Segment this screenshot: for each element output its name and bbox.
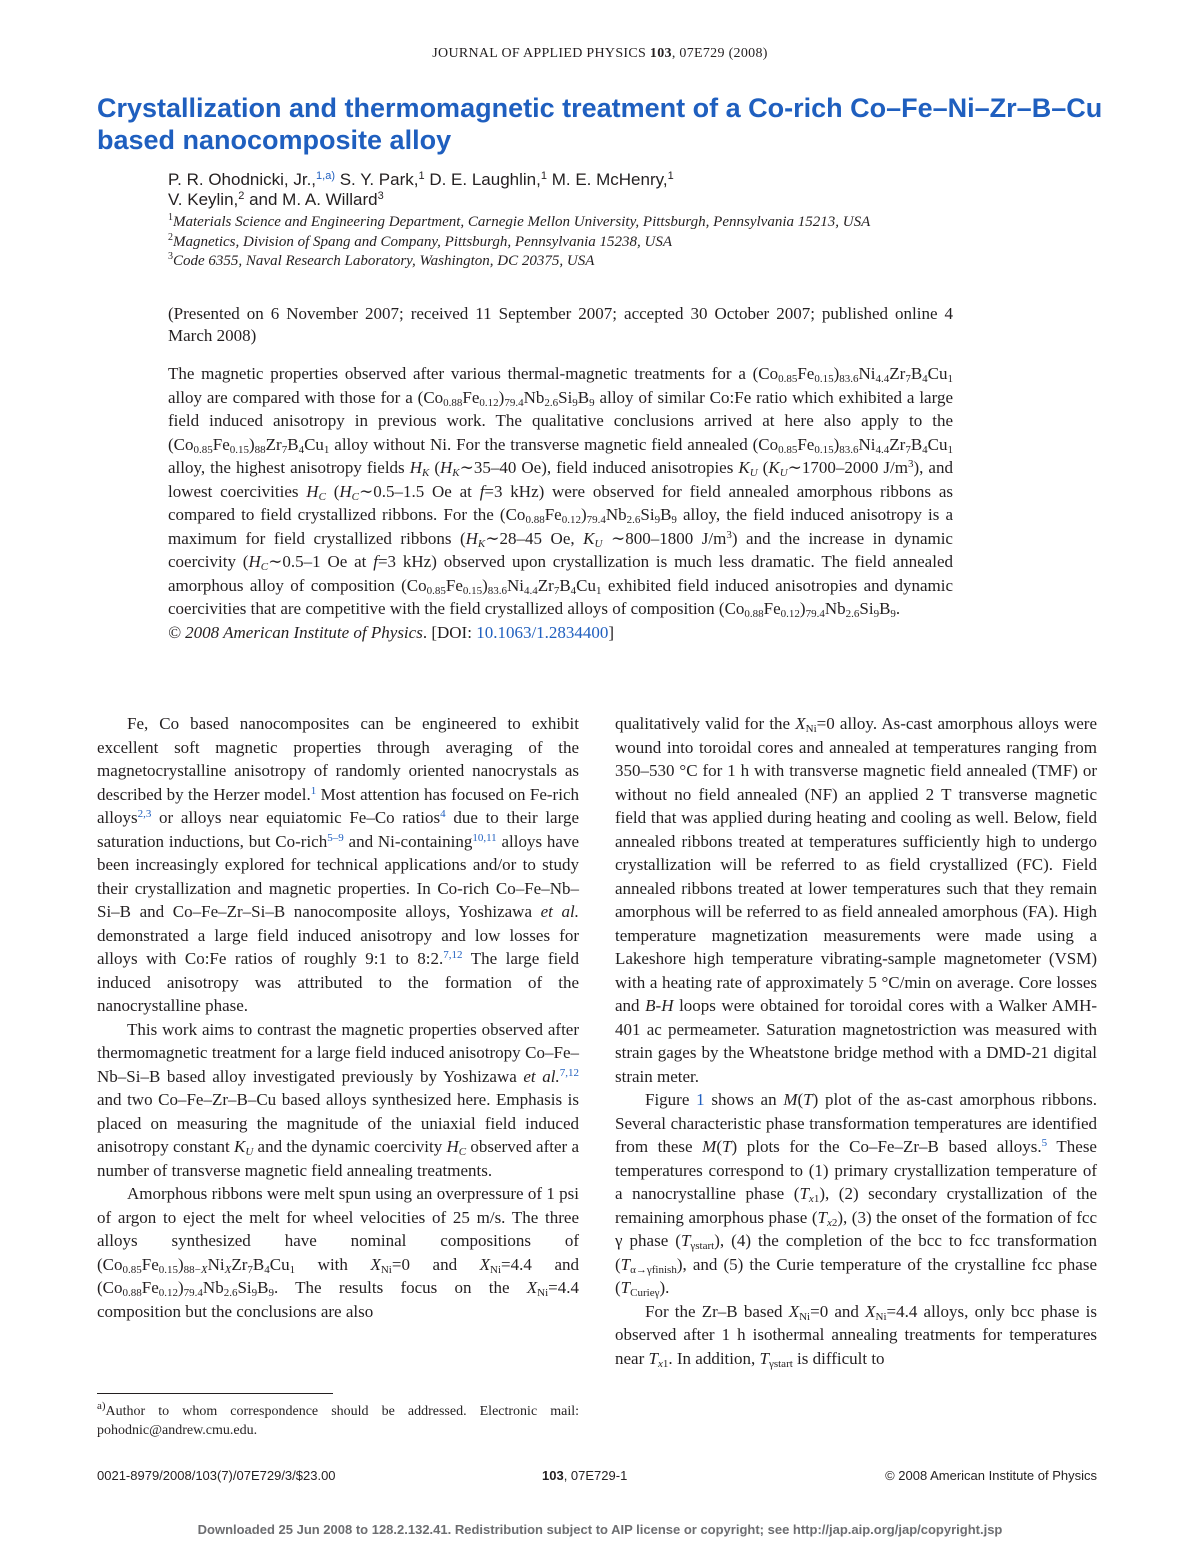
author: and M. A. Willard bbox=[244, 190, 378, 209]
author: S. Y. Park, bbox=[335, 170, 419, 189]
affiliation-text: Materials Science and Engineering Department, Carnegie Mellon University, Pittsburgh, Pennsylvania 15213, USA bbox=[173, 214, 871, 230]
affiliation-number: 3 bbox=[168, 251, 173, 262]
author-affil-mark: 1 bbox=[540, 170, 547, 182]
figure-link[interactable]: 1 bbox=[696, 1090, 705, 1109]
author-affil-mark: 3 bbox=[377, 190, 384, 202]
author-affil-mark: 1 bbox=[418, 170, 425, 182]
journal-header bbox=[0, 46, 1200, 62]
affiliation-1 bbox=[168, 213, 968, 233]
body-column-left bbox=[97, 712, 579, 1323]
abstract-copyright: © 2008 American Institute of Physics bbox=[168, 622, 423, 642]
citation[interactable]: 7,12 bbox=[559, 1066, 579, 1079]
footer-page bbox=[542, 1468, 627, 1483]
footnote-divider bbox=[97, 1393, 333, 1394]
paragraph: This work aims to contrast the magnetic properties observed after thermomagnetic treatment for a large field induced anisotropy Co–Fe–Nb–Si–B based alloy investigated previously by Yoshizawa et al.$^{7,12}$ and two Co–Fe–Zr–B–Cu based alloys synthesized here. Emphasis is placed on measuring the magnitude of the uniaxial field induced anisotropy constant $K_U$ and the dynamic coercivity $H_C$ observed after a number of transverse magnetic field annealing treatments. bbox=[97, 1019, 579, 1180]
paragraph: Amorphous ribbons were melt spun using an overpressure of 1 psi of argon to eject the melt for wheel velocities of 25 m/s. The three alloys synthesized have nominal compositions of $(Co_{0.85}Fe_{0.15})_{88-X}Ni_XZr_7B_4Cu_1$ with $X_{Ni}=0$ and $X_{Ni}=4.4$ and $(Co_{0.88}Fe_{0.12})_{79.4}Nb_{2.6}Si_9B_9$. The results focus on the $X_{Ni}=4.4$ composition but the conclusions are also bbox=[97, 1184, 579, 1321]
citation[interactable]: 10,11 bbox=[472, 831, 497, 844]
author-affil-mark: 1 bbox=[667, 170, 674, 182]
footnote-text: Author to whom correspondence should be addressed. Electronic mail: pohodnic@andrew.cmu.edu. bbox=[97, 1404, 579, 1438]
footer-volume: 103 bbox=[542, 1468, 564, 1483]
paragraph: Fe, Co based nanocomposites can be engineered to exhibit excellent soft magnetic properties through averaging of the magnetocrystalline anisotropy of randomly oriented nanocrystals as described by the Herzer model.$^1$ Most attention has focused on Fe-rich alloys$^{2,3}$ or alloys near equiatomic Fe–Co ratios$^4$ due to their large saturation inductions, but Co-rich$^{5-9}$ and Ni-containing$^{10,11}$ alloys have been increasingly explored for technical applications and/or to study their crystallization and magnetic properties. In Co-rich Co–Fe–Nb–Si–B and Co–Fe–Zr–Si–B nanocomposite alloys, Yoshizawa et al. demonstrated a large field induced anisotropy and low losses for alloys with Co:Fe ratios of roughly 9:1 to 8:2.$^{7,12}$ The large field induced anisotropy was attributed to the formation of the nanocrystalline phase. bbox=[97, 714, 579, 1015]
author: V. Keylin, bbox=[168, 190, 239, 209]
affiliation-text: Code 6355, Naval Research Laboratory, Washington, DC 20375, USA bbox=[173, 253, 595, 269]
author-list bbox=[168, 170, 968, 210]
author: P. R. Ohodnicki, Jr., bbox=[168, 170, 317, 189]
footer-code: 0021-8979/2008/103(7)/07E729/3/$23.00 bbox=[97, 1468, 336, 1483]
journal-volume: 103 bbox=[649, 46, 672, 61]
footer-page-number: , 07E729-1 bbox=[563, 1468, 628, 1483]
body-column-right bbox=[615, 712, 1097, 1370]
citation[interactable]: 4 bbox=[440, 808, 446, 820]
affiliation-text: Magnetics, Division of Spang and Company, Pittsburgh, Pennsylvania 15238, USA bbox=[173, 233, 672, 250]
author: D. E. Laughlin, bbox=[424, 170, 541, 189]
article-id: , 07E729 (2008) bbox=[671, 46, 768, 61]
citation[interactable]: 5 bbox=[1041, 1137, 1048, 1149]
author: M. E. McHenry, bbox=[546, 170, 668, 189]
download-notice: Downloaded 25 Jun 2008 to 128.2.132.41. Redistribution subject to AIP license or copyright; see http://jap.aip.org/jap/copyright.jsp bbox=[197, 1522, 1003, 1537]
footnote-mark: a) bbox=[97, 1400, 106, 1412]
journal-name: JOURNAL OF APPLIED PHYSICS bbox=[432, 46, 647, 61]
citation[interactable]: 5–9 bbox=[327, 831, 344, 844]
citation[interactable]: 2,3 bbox=[137, 808, 152, 820]
footnote bbox=[97, 1402, 579, 1440]
paragraph: For the Zr–B based $X_{Ni}=0$ and $X_{Ni}=4.4$ alloys, only bcc phase is observed after 1 h isothermal annealing treatments for temperatures near $T_{x1}$. In addition, $T_{\gamma start}$ is difficult to bbox=[615, 1301, 1097, 1370]
paragraph: Figure 1 shows an M(T) plot of the as-cast amorphous ribbons. Several characteristic phase transformation temperatures are identified from these M(T) plots for the Co–Fe–Zr–B based alloys.$^5$ These temperatures correspond to (1) primary crystallization temperature of a nanocrystalline phase $(T_{x1})$, (2) secondary crystallization of the remaining amorphous phase $(T_{x2})$, (3) the onset of the formation of fcc γ phase $(T_{\gamma start})$, (4) the completion of the bcc to fcc transformation $(T_{\alpha\to\gamma finish})$, and (5) the Curie temperature of the crystalline fcc phase $(T_{Curie\gamma})$. bbox=[615, 1090, 1097, 1299]
citation[interactable]: 7,12 bbox=[443, 949, 463, 961]
paragraph: qualitatively valid for the $X_{Ni}=0$ alloy. As-cast amorphous alloys were wound into toroidal cores and annealed at temperatures ranging from 350–530 °C for 1 h with transverse magnetic field annealed (TMF) or without no field annealed (NF) an applied 2 T transverse magnetic field that was applied during heating and cooling as well. Below, field annealed ribbons treated at temperatures sufficiently high to undergo crystallization will be referred to as field crystallized (FC). Field annealed ribbons treated at lower temperatures such that they remain amorphous will be referred to as field annealed amorphous (FA). High temperature magnetization measurements were made using a Lakeshore high temperature vibrating-sample magnetometer (VSM) with a heating rate of approximately 5 °C/min on average. Core losses and B-H loops were obtained for toroidal cores with a Walker AMH-401 ac permeameter. Saturation magnetostriction was measured with strain gages by the Wheatstone bridge method with a DMD-21 digital strain meter. bbox=[615, 714, 1098, 1086]
publication-dates: (Presented on 6 November 2007; received 11 September 2007; accepted 30 October 2007; published online 4 March 2008) bbox=[168, 304, 953, 345]
affiliation-3 bbox=[168, 252, 968, 272]
affiliations bbox=[168, 213, 968, 272]
article-title: Crystallization and thermomagnetic treatment of a Co-rich Co–Fe–Ni–Zr–B–Cu based nanocomposite alloy bbox=[97, 93, 1103, 155]
citation[interactable]: 1 bbox=[310, 784, 317, 797]
abstract: The magnetic properties observed after various thermal-magnetic treatments for a $(Co_{0.85}Fe_{0.15})_{83.6}Ni_{4.4}Zr_7B_4Cu_1$ alloy are compared with those for a $(Co_{0.88}Fe_{0.12})_{79.4}Nb_{2.6}Si_9B_9$ alloy of similar Co:Fe ratio which exhibited a large field induced anisotropy in previous work. The qualitative conclusions arrived at here also apply to the $(Co_{0.85}Fe_{0.15})_{88}Zr_7B_4Cu_1$ alloy without Ni. For the transverse magnetic field annealed $(Co_{0.85}Fe_{0.15})_{83.6}Ni_{4.4}Zr_7B_4Cu_1$ alloy, the highest anisotropy fields $H_K$ ($H_K\sim 35-40$ Oe), field induced anisotropies $K_U$ ($K_U\sim 1700-2000$ $J/m^3$), and lowest coercivities $H_C$ ($H_C\sim 0.5-1.5$ Oe at f=3 kHz) were observed for field annealed amorphous ribbons as compared to field crystallized ribbons. For the $(Co_{0.88}Fe_{0.12})_{79.4}Nb_{2.6}Si_9B_9$ alloy, the field induced anisotropy is a maximum for field crystallized ribbons ($H_K\sim 28-45$ Oe, $K_U$ ∼800–1800 $J/m^3$) and the increase in dynamic coercivity ($H_C\sim 0.5-1$ Oe at f=3 kHz) observed upon crystallization is much less dramatic. The field annealed amorphous alloy of composition $(Co_{0.85}Fe_{0.15})_{83.6}Ni_{4.4}Zr_7B_4Cu_1$ exhibited field induced anisotropies and dynamic coercivities that are competitive with the field crystallized alloys of composition $(Co_{0.88}Fe_{0.12})_{79.4}Nb_{2.6}Si_9B_9$. © 2008 American Institute of Physics. [DOI: 10.1063/1.2834400] bbox=[168, 364, 953, 642]
affiliation-number: 1 bbox=[168, 212, 173, 223]
doi-prefix: . [DOI: bbox=[422, 622, 477, 642]
doi-suffix: ] bbox=[608, 622, 615, 642]
affiliation-number: 2 bbox=[168, 231, 173, 243]
author-affil-mark: 2 bbox=[238, 190, 245, 202]
doi-link[interactable]: 10.1063/1.2834400 bbox=[476, 622, 609, 642]
footer-copyright: © 2008 American Institute of Physics bbox=[885, 1468, 1097, 1483]
author-affil-mark[interactable]: 1,a) bbox=[316, 170, 335, 182]
affiliation-2 bbox=[168, 233, 968, 253]
